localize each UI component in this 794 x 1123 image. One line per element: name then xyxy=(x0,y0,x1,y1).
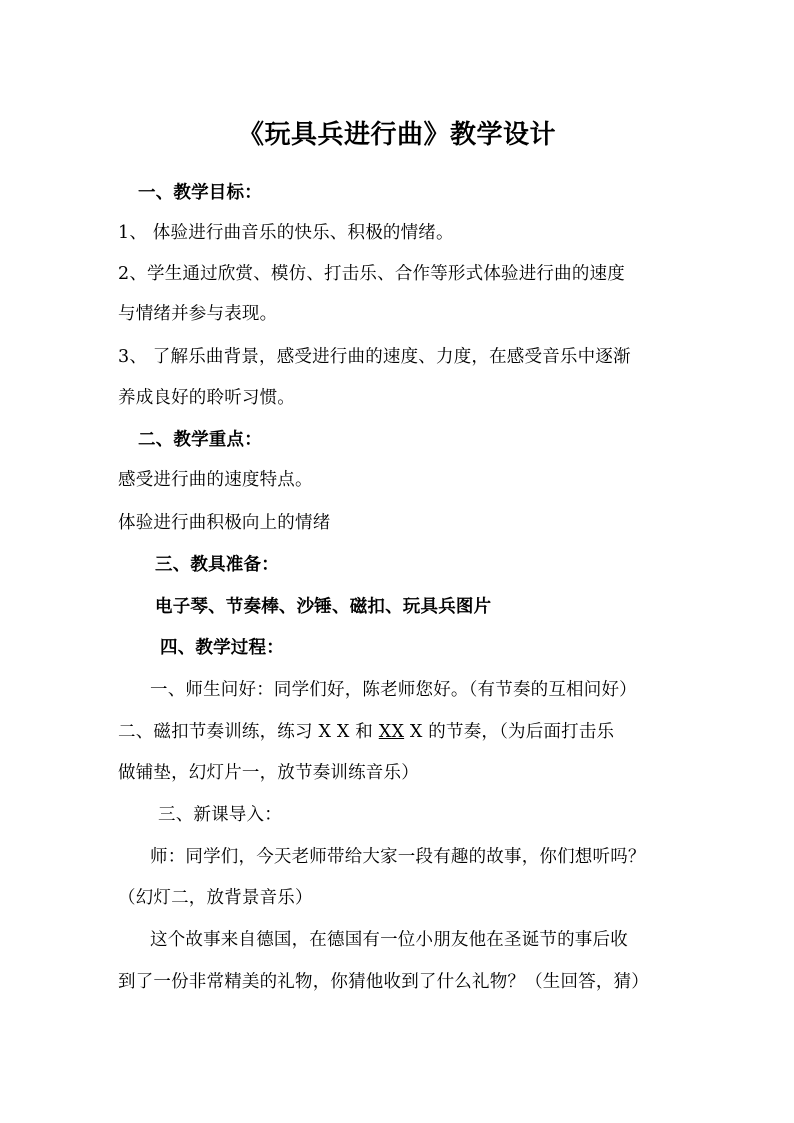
process-step-2-line-2: 做铺垫，幻灯片一，放节奏训练音乐） xyxy=(118,763,419,783)
process-heading: 四、教学过程： xyxy=(160,638,284,658)
page-title: 《玩具兵进行曲》教学设计 xyxy=(237,120,556,150)
goal-2-line-2: 与情绪并参与表现。 xyxy=(118,304,278,324)
goal-3-line-2: 养成良好的聆听习惯。 xyxy=(118,388,295,408)
story-para-2-line-2: 到了一份非常精美的礼物，你猜他收到了什么礼物？（生回答，猜） xyxy=(118,972,649,992)
step-2-text-pre: 二、磁扣节奏训练，练习 X X 和 xyxy=(118,722,379,742)
prep-heading: 三、教具准备： xyxy=(155,555,279,575)
goals-heading: 一、教学目标： xyxy=(138,183,262,203)
goal-2-line-1: 2、学生通过欣赏、模仿、打击乐、合作等形式体验进行曲的速度 xyxy=(118,264,625,284)
process-step-2-line-1 xyxy=(118,720,614,744)
story-para-1-line-2: （幻灯二，放背景音乐） xyxy=(118,888,313,908)
step-2-rhythm-underlined: XX xyxy=(378,722,405,742)
focus-heading: 二、教学重点： xyxy=(138,430,262,450)
story-para-2-line-1: 这个故事来自德国，在德国有一位小朋友他在圣诞节的事后收 xyxy=(150,930,628,950)
goal-1: 1、 体验进行曲音乐的快乐、积极的情绪。 xyxy=(118,223,454,243)
step-2-text-post: X 的节奏，（为后面打击乐 xyxy=(404,722,615,742)
focus-item-2: 体验进行曲积极向上的情绪 xyxy=(118,513,331,533)
goal-3-line-1: 3、 了解乐曲背景，感受进行曲的速度、力度，在感受音乐中逐渐 xyxy=(118,347,631,367)
story-para-1-line-1: 师：同学们，今天老师带给大家一段有趣的故事，你们想听吗？ xyxy=(150,847,646,867)
process-step-3: 三、新课导入： xyxy=(158,805,282,825)
process-step-1: 一、师生问好：同学们好，陈老师您好。（有节奏的互相问好） xyxy=(150,680,637,700)
prep-items: 电子琴、节奏棒、沙锤、磁扣、玩具兵图片 xyxy=(155,597,492,617)
focus-item-1: 感受进行曲的速度特点。 xyxy=(118,470,313,490)
